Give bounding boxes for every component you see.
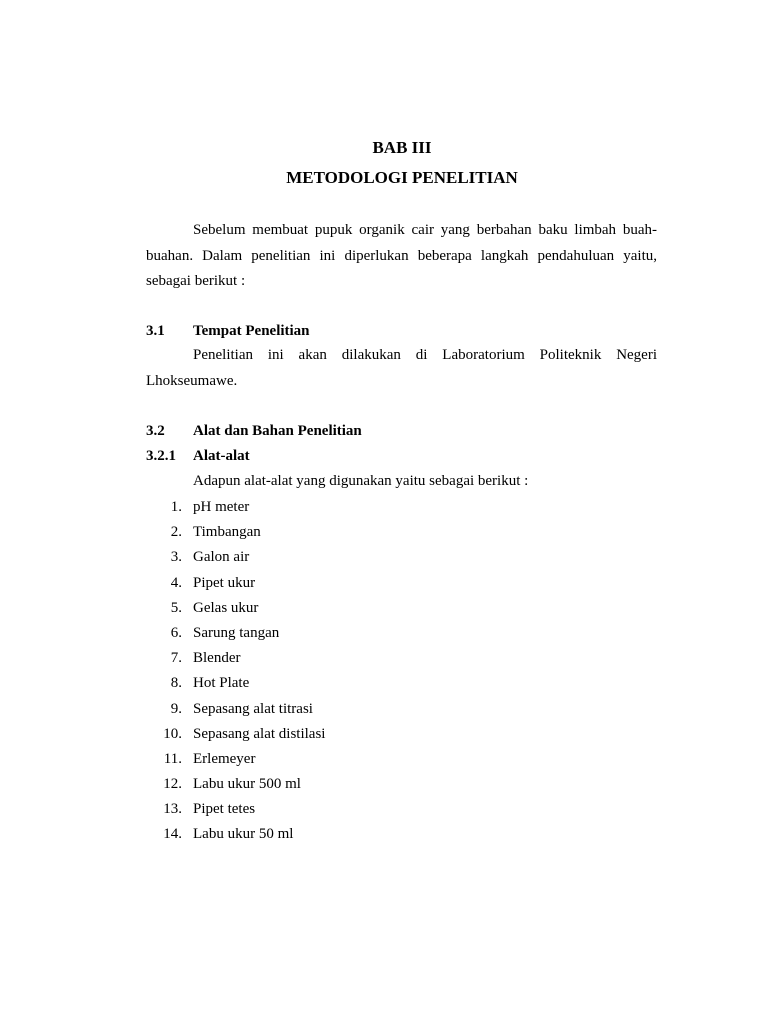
list-item: 13. Pipet tetes xyxy=(163,801,256,818)
list-item: 5. Gelas ukur xyxy=(170,599,259,616)
section-3-2-1-number: 3.2.1 xyxy=(146,448,176,464)
list-item: 4. Pipet ukur xyxy=(170,574,256,591)
list-item: 10. Sepasang alat distilasi xyxy=(163,725,326,742)
tools-list xyxy=(146,495,326,848)
list-item: 2. Timbangan xyxy=(170,524,261,541)
tools-intro: Adapun alat-alat yang digunakan yaitu sebagai berikut : xyxy=(193,473,529,489)
list-item: 3. Galon air xyxy=(170,549,250,566)
list-item: 9. Sepasang alat titrasi xyxy=(170,700,313,717)
list-item: 8. Hot Plate xyxy=(170,675,250,692)
section-3-1-number: 3.1 xyxy=(146,323,165,339)
list-item: 7. Blender xyxy=(170,650,241,667)
list-item: 1. pH meter xyxy=(170,499,250,515)
intro-paragraph: Sebelum membuat pupuk organik cair yang berbahan baku limbah buah-buahan. Dalam penelitian ini diperlukan beberapa langkah pendahuluan yaitu, sebagai berikut : xyxy=(146,222,657,289)
section-3-2-number: 3.2 xyxy=(146,423,165,439)
section-3-2-title: Alat dan Bahan Penelitian xyxy=(193,423,362,439)
section-3-1-paragraph: Penelitian ini akan dilakukan di Laboratorium Politeknik Negeri Lhokseumawe. xyxy=(146,347,657,389)
chapter-title: METODOLOGI PENELITIAN xyxy=(286,168,518,187)
list-item: 12. Labu ukur 500 ml xyxy=(163,776,301,793)
section-3-1-title: Tempat Penelitian xyxy=(193,323,310,339)
section-3-2-1-title: Alat-alat xyxy=(193,448,250,464)
list-item: 6. Sarung tangan xyxy=(170,624,280,641)
list-item: 11. Erlemeyer xyxy=(163,750,256,767)
list-item: 14. Labu ukur 50 ml xyxy=(163,826,294,843)
chapter-label: BAB III xyxy=(372,138,432,157)
